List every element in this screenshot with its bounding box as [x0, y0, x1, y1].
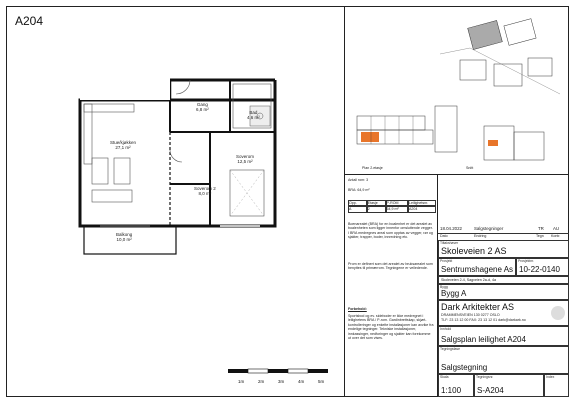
prosjekt-cell	[438, 258, 516, 276]
table-header: Etasje	[367, 200, 386, 206]
fase-label: Tegningsfase	[440, 347, 460, 351]
adresse-cell	[438, 276, 569, 284]
room-label: Soverom 12,5 m²	[236, 154, 255, 164]
bygg-value: Bygg A	[441, 289, 467, 298]
tegningnr-cell	[474, 374, 544, 397]
skala-cell	[438, 374, 474, 397]
info-paragraph: Sportsbod og ev. sideboder er ikke medregnet i leilighetens BRA / P-rom. Gardinbrettskap, skjørt-kontrolleringer og enkelte installasjoner kan avvike fra endelige tegninger. Tekniske installasjoner, innkassinger, nedforinger og sjakter kan forekomme ut over det som vises.	[348, 314, 434, 341]
revision-header: Tegn	[536, 234, 544, 238]
fase-cell	[438, 346, 569, 374]
innhold-cell	[438, 326, 569, 346]
scale-label: 4m	[298, 379, 305, 384]
section-plan	[480, 118, 562, 168]
prosjekt-value: Sentrumshagene As	[441, 265, 514, 274]
scale-bar	[228, 367, 328, 377]
adresse-value: Skoleveien 2-4, Sagveien 2a-d, 4a	[441, 277, 496, 282]
prosjektnr-cell	[516, 258, 569, 276]
bygg-cell	[438, 284, 569, 300]
antall-rom: Antall rom: 3	[348, 178, 369, 182]
indeks-cell	[544, 374, 569, 397]
info-paragraph: Prom er definert som det arealet av bruksarealet som benyttes til primærrom. Tegningene er veiledende.	[348, 262, 433, 271]
room-label: Soverom 2 8,0 m²	[194, 186, 216, 196]
table-header: P-ROM	[386, 200, 408, 206]
firm-name: Dark Arkitekter AS	[441, 302, 515, 312]
firm-logo-icon	[551, 306, 565, 320]
bygg-label: Bygg	[440, 285, 448, 289]
table-header: Opp.	[348, 200, 367, 206]
info-paragraph: Boenarealet (BRA) for en boalenhet er det arealet av boalenheten som ligger innenfor omsluttende vegger. I BRA medregnes areal som opptas av vegger, rør og sjakter, trapper, boder, innredning etc.	[348, 222, 433, 240]
plan-label: Plan 2.etasje	[362, 166, 383, 170]
firm-cell	[438, 300, 569, 326]
table-cell: A204	[408, 206, 436, 212]
table-cell: 2	[367, 206, 386, 212]
prosjekt-label: Prosjekt	[440, 259, 453, 263]
prosjektnr-value: 10-22-0140	[519, 265, 560, 274]
revision-chk: AU	[553, 226, 560, 231]
innhold-label: Innhold	[440, 327, 452, 331]
tiltakshaver-value: Skoleveien 2 AS	[441, 246, 507, 256]
revision-header: Endring	[474, 234, 487, 238]
table-cell: A	[348, 206, 367, 212]
forbehold-title: Forbehold:	[348, 307, 367, 311]
table-header: Leilighetsnr.	[408, 200, 436, 206]
tiltakshaver-label: Tiltakshaver	[440, 241, 459, 245]
revision-by: TR	[538, 226, 544, 231]
bra-value: BRA: 64,9 m²	[348, 188, 370, 192]
section-label: Snitt	[466, 166, 474, 170]
room-label: Gang 6,8 m²	[196, 102, 209, 112]
revision-date: 18.04.2022	[440, 226, 462, 231]
room-label: Stue/kjøkken 27,1 m²	[110, 140, 137, 150]
unit-code: A204	[15, 14, 44, 28]
scale-label: 5m	[318, 379, 325, 384]
skala-label: Skala	[440, 375, 449, 379]
floor-plan	[70, 70, 280, 260]
firm-contact: TLF: 23 13 12 00 FAX: 23 13 12 01 dark@darkark.no	[441, 318, 526, 322]
divider	[438, 233, 569, 234]
indeks-label: Index	[546, 375, 555, 379]
revision-header: Dato	[440, 234, 448, 238]
scale-label: 2m	[258, 379, 265, 384]
unit-table	[348, 200, 436, 213]
skala-value: 1:100	[441, 386, 462, 395]
site-plan	[440, 14, 564, 106]
tegningnr-value: S-A204	[477, 386, 504, 395]
scale-label: 3m	[278, 379, 285, 384]
prosjektnr-label: Prosjektnr.	[518, 259, 535, 263]
room-label: Balkong 10,0 m²	[116, 232, 133, 242]
scale-label: 1m	[238, 379, 245, 384]
tiltakshaver-cell	[438, 240, 569, 258]
room-label: Bad 4,6 m²	[247, 110, 260, 120]
firm-address: DRAMMENSVEIEN 130 0277 OSLO	[441, 313, 500, 317]
revision-desc: Salgstegninger	[474, 226, 504, 231]
fase-value: Salgstegning	[441, 363, 488, 372]
innhold-value: Salgsplan leilighet A204	[441, 335, 526, 344]
tegningnr-label: Tegningsnr.	[476, 375, 494, 379]
table-cell: 64,9 m²	[386, 206, 408, 212]
revision-header: Kontr.	[551, 234, 561, 238]
